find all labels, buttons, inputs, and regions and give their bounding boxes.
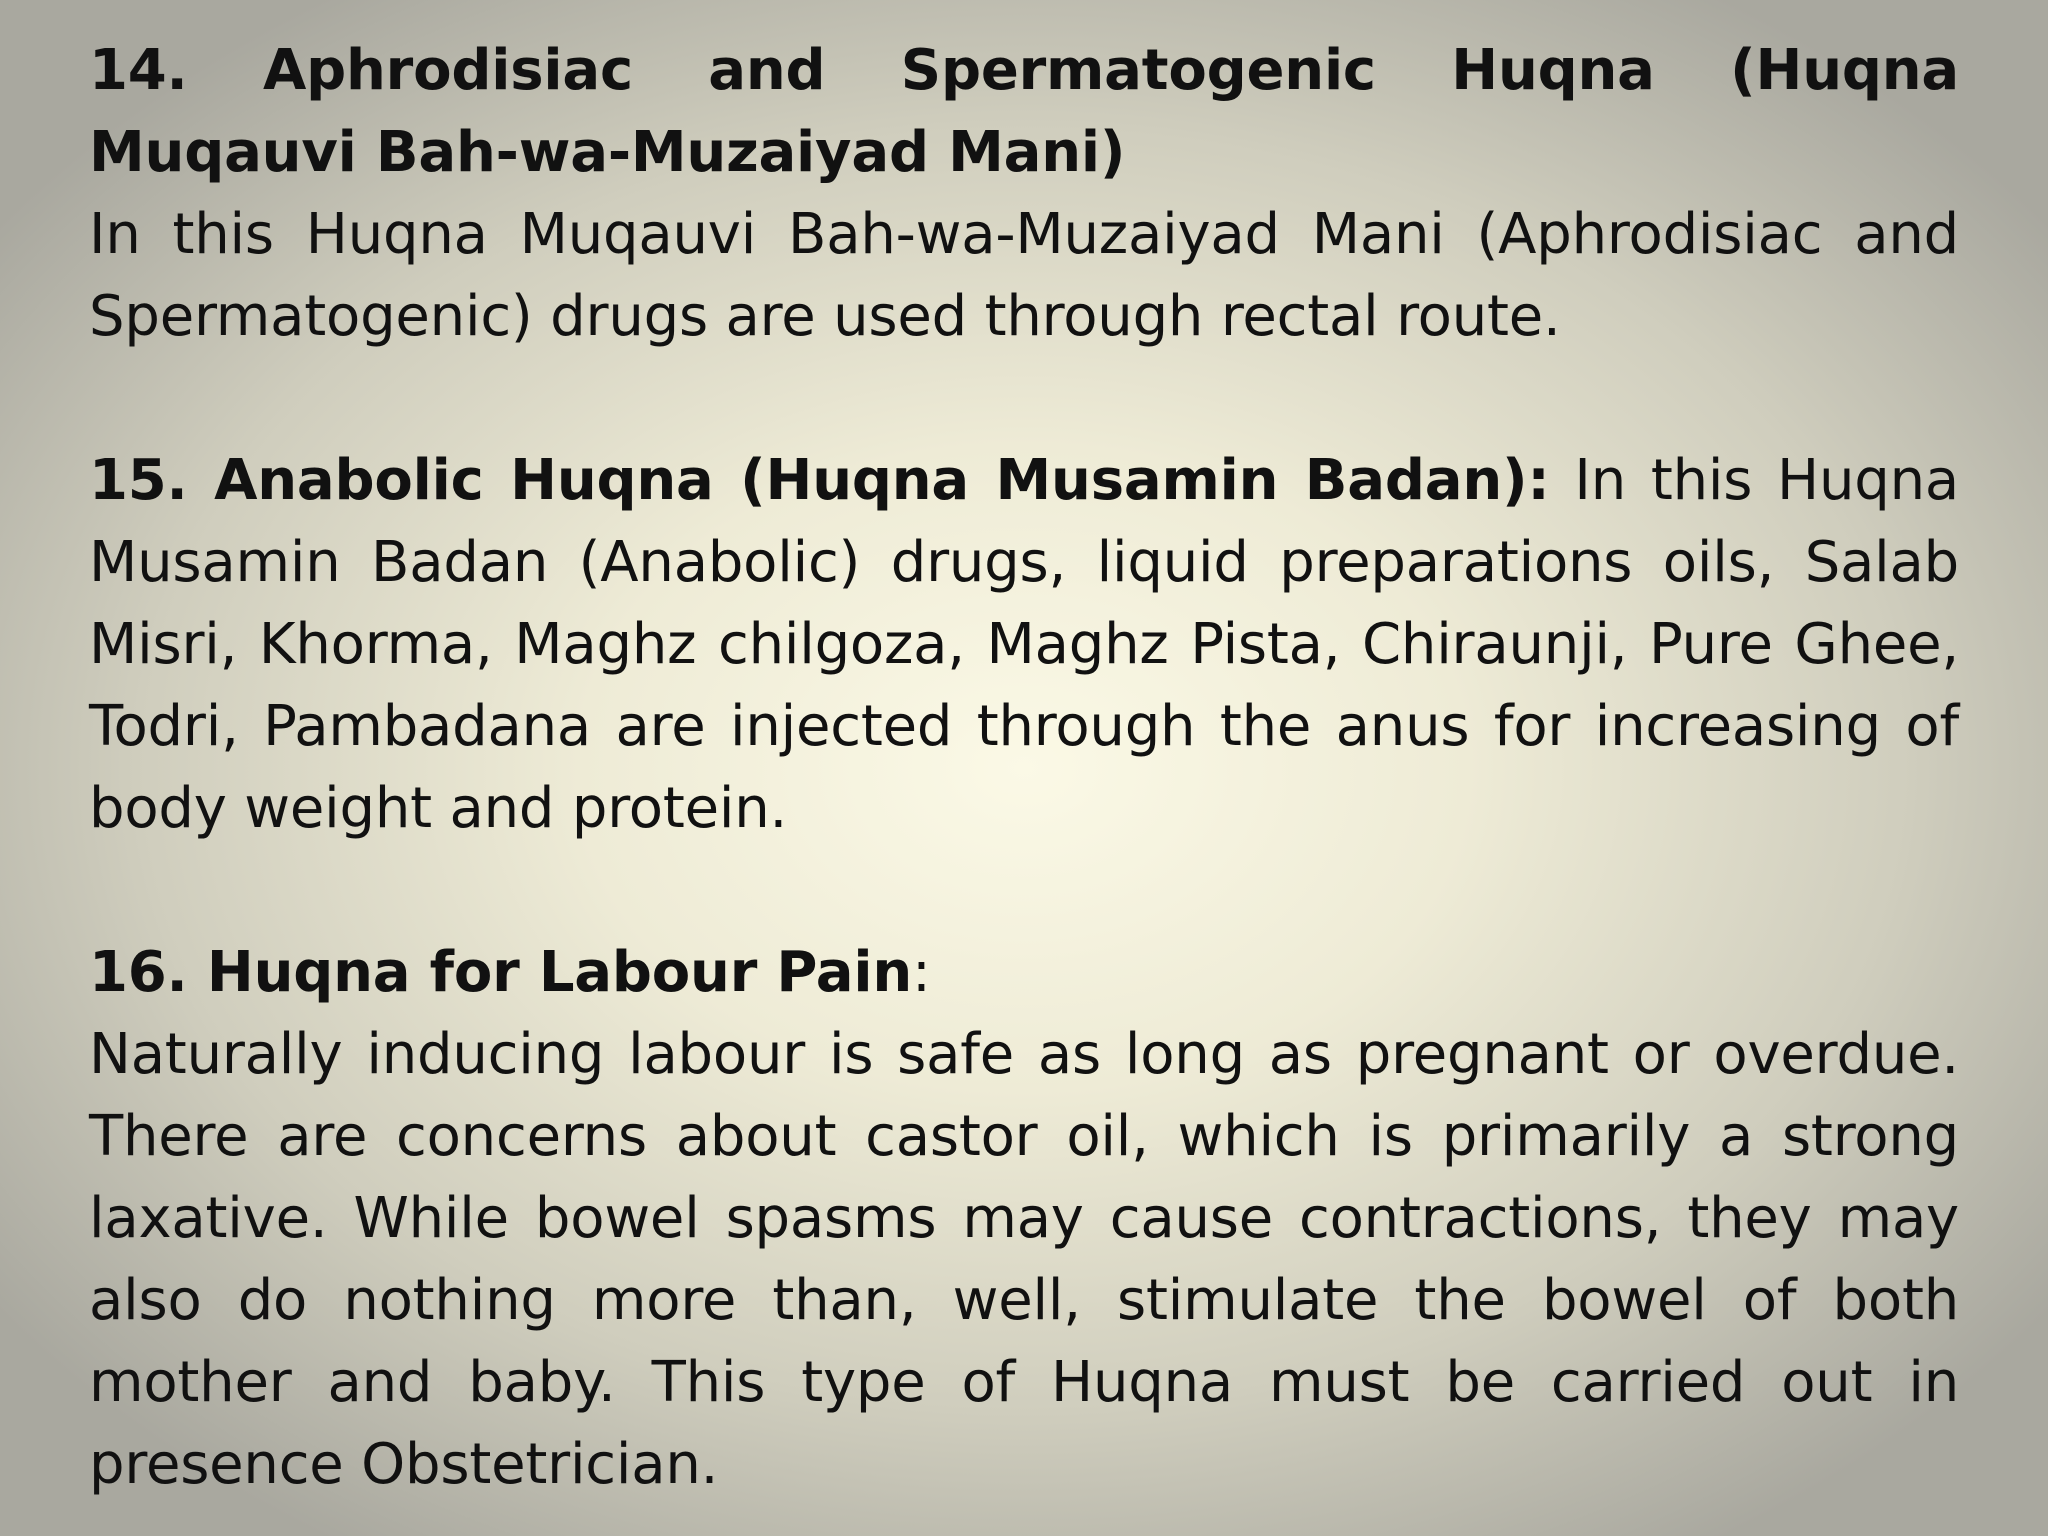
section-15	[89, 440, 1959, 850]
section-14-title: 14. Aphrodisiac and Spermatogenic Huqna (Huqna Muqauvi Bah-wa-Muzaiyad Mani)	[89, 38, 1959, 185]
section-14-heading	[89, 30, 1959, 194]
slide-content	[89, 30, 1959, 1510]
section-16-title-colon: :	[912, 940, 931, 1005]
section-16-body	[89, 1014, 1959, 1506]
section-16-text: Naturally inducing labour is safe as long as pregnant or overdue. There are concerns about castor oil, which is primarily a strong laxative. While bowel spasms may cause contractions, they may also do nothing more than, well, stimulate the bowel of both mother and baby. This type of Huqna must be carried out in presence Obstetrician.	[89, 1022, 1959, 1497]
section-15-text: In this Huqna Musamin Badan (Anabolic) drugs, liquid preparations oils, Salab Misri, Khorma, Maghz chilgoza, Maghz Pista, Chiraunji, Pure Ghee, Todri, Pambadana are injected through the anus for increasing of body weight and protein.	[89, 448, 1959, 841]
section-16-heading	[89, 932, 1959, 1014]
section-15-title: 15. Anabolic Huqna (Huqna Musamin Badan):	[89, 448, 1550, 513]
section-16-title: 16. Huqna for Labour Pain	[89, 940, 913, 1005]
section-14-text: In this Huqna Muqauvi Bah-wa-Muzaiyad Mani (Aphrodisiac and Spermatogenic) drugs are used through rectal route.	[89, 202, 1959, 349]
section-14-body	[89, 194, 1959, 358]
